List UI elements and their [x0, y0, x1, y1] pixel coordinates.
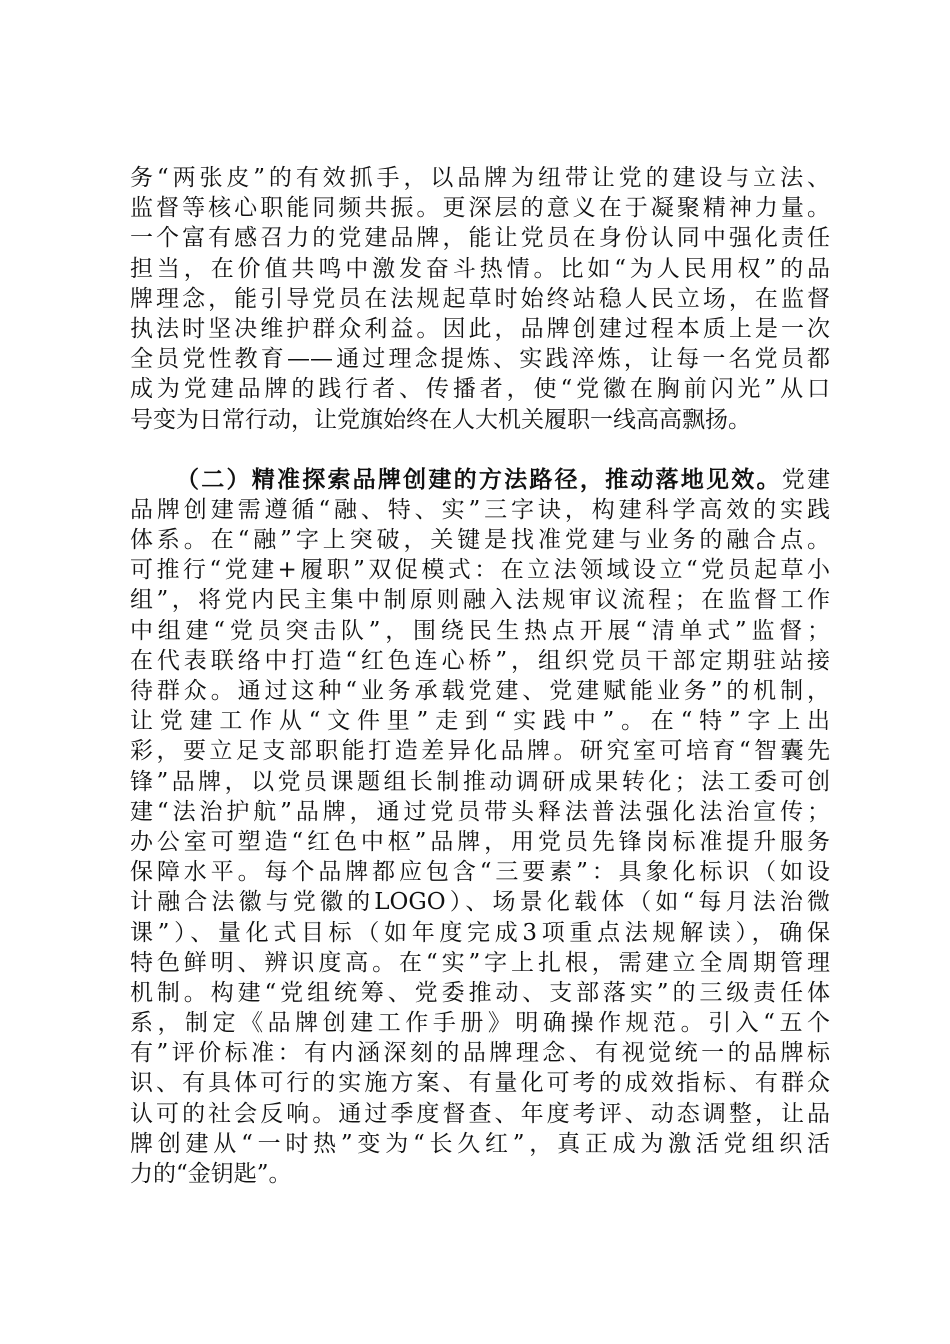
text-line: 建“法治护航”品牌，通过党员带头释法普法强化法治宣传；	[130, 798, 830, 825]
text-line: 牌理念，能引导党员在法规起草时始终站稳人民立场，在监督	[130, 285, 830, 312]
paragraph-spacer	[130, 435, 830, 465]
text-line: 力的“金钥匙”。	[130, 1161, 292, 1187]
document-body	[130, 163, 830, 1189]
text-line: 保障水平。每个品牌都应包含“三要素”：具象化标识（如设	[130, 859, 830, 886]
text-line: 课”）、量化式目标（如年度完成3项重点法规解读），确保	[130, 919, 830, 946]
text-line: 组”，将党内民主集中制原则融入法规审议流程；在监督工作	[130, 587, 830, 614]
text-line: 牌创建从“一时热”变为“长久红”，真正成为激活党组织活	[130, 1130, 830, 1157]
text-line: 中组建“党员突击队”，围绕民生热点开展“清单式”监督；	[130, 617, 830, 644]
text-line: 认可的社会反响。通过季度督查、年度考评、动态调整，让品	[130, 1100, 830, 1127]
text-line: 彩，要立足支部职能打造差异化品牌。研究室可培育“智囊先	[130, 738, 830, 765]
text-line: 可推行“党建+履职”双促模式：在立法领域设立“党员起草小	[130, 557, 830, 584]
text-line: 特色鲜明、辨识度高。在“实”字上扎根，需建立全周期管理	[130, 949, 830, 976]
text-line: 品牌创建需遵循“融、特、实”三字诀，构建科学高效的实践	[130, 496, 830, 523]
section-heading-line	[130, 465, 830, 495]
text-line: 系，制定《品牌创建工作手册》明确操作规范。引入“五个	[130, 1010, 830, 1037]
text-line: 有”评价标准：有内涵深刻的品牌理念、有视觉统一的品牌标	[130, 1040, 830, 1067]
text-line: 机制。构建“党组统筹、党委推动、支部落实”的三级责任体	[130, 979, 830, 1006]
text-line: 监督等核心职能同频共振。更深层的意义在于凝聚精神力量。	[130, 195, 830, 222]
text-line: 成为党建品牌的践行者、传播者，使“党徽在胸前闪光”从口	[130, 376, 830, 403]
text-line: 号变为日常行动，让党旗始终在人大机关履职一线高高飘扬。	[130, 406, 751, 433]
text-line: 一个富有感召力的党建品牌，能让党员在身份认同中强化责任	[130, 225, 830, 252]
text-line: 在代表联络中打造“红色连心桥”，组织党员干部定期驻站接	[130, 647, 830, 674]
text-line: 全员党性教育——通过理念提炼、实践淬炼，让每一名党员都	[130, 346, 830, 373]
text-line: 待群众。通过这种“业务承载党建、党建赋能业务”的机制，	[130, 678, 830, 704]
text-line: 执法时坚决维护群众利益。因此，品牌创建过程本质上是一次	[130, 315, 830, 342]
text-line: 锋”品牌，以党员课题组长制推动调研成果转化；法工委可创	[130, 768, 830, 795]
section-heading: （二）精准探索品牌创建的方法路径，推动落地见效。	[176, 465, 782, 493]
text-line: 体系。在“融”字上突破，关键是找准党建与业务的融合点。	[130, 527, 830, 554]
paragraph-method-path	[130, 465, 830, 1190]
heading-line-continuation: 党建	[781, 466, 831, 493]
text-line: 识、有具体可行的实施方案、有量化可考的成效指标、有群众	[130, 1070, 830, 1097]
text-line: 办公室可塑造“红色中枢”品牌，用党员先锋岗标准提升服务	[130, 828, 830, 855]
text-line: 担当，在价值共鸣中激发奋斗热情。比如“为人民用权”的品	[130, 255, 830, 282]
text-line: 计融合法徽与党徽的LOGO）、场景化载体（如“每月法治微	[130, 889, 830, 916]
text-line: 让党建工作从“文件里”走到“实践中”。在“特”字上出	[130, 708, 830, 735]
paragraph-brand-significance	[130, 163, 830, 435]
text-line: 务“两张皮”的有效抓手，以品牌为纽带让党的建设与立法、	[130, 165, 830, 191]
